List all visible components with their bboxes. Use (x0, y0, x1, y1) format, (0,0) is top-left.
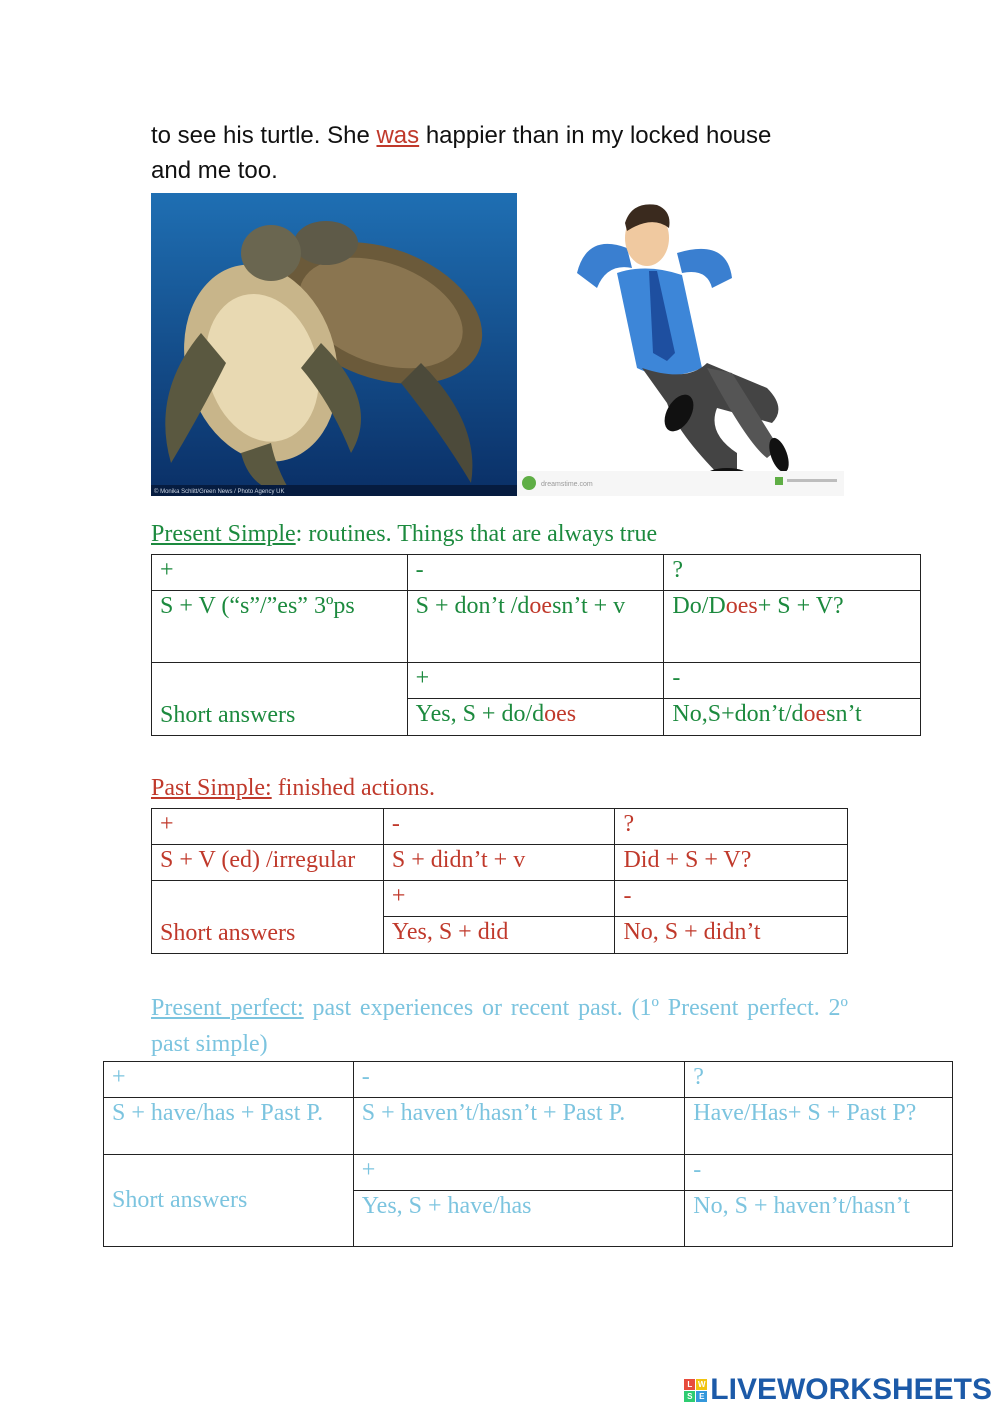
past-simple-title[interactable]: Past Simple: (151, 775, 272, 801)
question-part-red: oes (725, 593, 758, 619)
sa-minus: - (685, 1155, 953, 1191)
question-cell (664, 591, 921, 663)
sa-plus: + (407, 663, 664, 699)
image-credit: © Monika Schlitt/Green News / Photo Agency UK (154, 489, 285, 495)
table-row (104, 1098, 953, 1155)
present-perfect-title[interactable]: Present perfect: (151, 995, 304, 1021)
negative-cell: S + didn’t + v (383, 845, 615, 881)
highlighted-word[interactable]: was (376, 122, 420, 149)
liveworksheets-logo[interactable] (684, 1373, 992, 1407)
sa-plus: + (383, 881, 615, 917)
past-simple-table (151, 808, 848, 954)
table-row (104, 1062, 953, 1098)
short-answers-label: Short answers (152, 881, 384, 954)
sa-no-part-red: oe (803, 701, 827, 727)
table-row (152, 663, 921, 699)
negative-part: S + don’t /d (415, 593, 530, 619)
question-cell: Have/Has+ S + Past P? (685, 1098, 953, 1155)
question-part: + S + V? (757, 593, 844, 619)
sa-plus: + (353, 1155, 685, 1191)
sa-minus: - (664, 663, 921, 699)
table-row (152, 555, 921, 591)
sa-yes-cell: Yes, S + have/has (353, 1191, 685, 1247)
short-answers-label: Short answers (152, 663, 408, 736)
story-text (151, 118, 871, 188)
header-minus: - (383, 809, 615, 845)
logo-letter: E (696, 1391, 707, 1402)
turtles-illustration (151, 193, 517, 496)
present-simple-table (151, 554, 921, 736)
header-minus: - (407, 555, 664, 591)
relaxing-man-image (517, 193, 844, 496)
logo-mark-icon (684, 1379, 707, 1402)
sa-yes-part-red: oes (544, 701, 577, 727)
affirmative-a: S + V (“s”/”es” 3ºps (160, 593, 355, 619)
affirmative-cell: S + have/has + Past P. (104, 1098, 354, 1155)
present-perfect-table (103, 1061, 953, 1247)
story-text-part: happier than in my locked house (419, 122, 772, 149)
present-perfect-desc: past experiences or recent past. (1º Present perfect. 2º past simple) (151, 995, 848, 1057)
present-simple-desc: : routines. Things that are always true (295, 521, 658, 547)
negative-part: sn’t + v (552, 593, 626, 619)
sa-no-cell (664, 699, 921, 736)
story-text-part: to see his turtle. She (151, 122, 377, 149)
logo-letter: L (684, 1379, 695, 1390)
header-question: ? (685, 1062, 953, 1098)
header-question: ? (615, 809, 848, 845)
sa-no-part: sn’t (826, 701, 862, 727)
question-cell: Did + S + V? (615, 845, 848, 881)
header-plus: + (104, 1062, 354, 1098)
present-simple-title[interactable]: Present Simple (151, 521, 296, 547)
header-question: ? (664, 555, 921, 591)
sa-yes-cell (407, 699, 664, 736)
relaxing-man-illustration (517, 193, 844, 496)
short-answers-label: Short answers (104, 1155, 354, 1247)
past-simple-desc: finished actions. (271, 775, 435, 801)
table-row (152, 809, 848, 845)
question-part: Do/D (672, 593, 726, 619)
sa-no-cell: No, S + didn’t (615, 917, 848, 954)
present-simple-heading (151, 519, 657, 549)
story-line-2: and me too. (151, 157, 278, 184)
turtles-image (151, 193, 517, 496)
sa-yes-cell: Yes, S + did (383, 917, 615, 954)
sa-no-part: No,S+don’t/d (672, 701, 804, 727)
sa-minus: - (615, 881, 848, 917)
negative-cell: S + haven’t/hasn’t + Past P. (353, 1098, 685, 1155)
table-row (152, 591, 921, 663)
logo-letter: W (698, 1379, 706, 1389)
logo-letter: S (684, 1391, 695, 1402)
negative-cell (407, 591, 664, 663)
affirmative-cell: S + V (ed) /irregular (152, 845, 384, 881)
table-row (152, 845, 848, 881)
present-perfect-heading (151, 990, 848, 1062)
watermark-text: dreamstime.com (541, 481, 593, 488)
header-minus: - (353, 1062, 685, 1098)
sa-yes-part: Yes, S + do/d (415, 701, 545, 727)
affirmative-cell (152, 591, 408, 663)
negative-part-red: oe (529, 593, 553, 619)
story-line-1 (151, 118, 871, 153)
header-plus: + (152, 555, 408, 591)
table-row (104, 1155, 953, 1191)
logo-text: LIVEWORKSHEETS (710, 1373, 992, 1406)
sa-no-cell: No, S + haven’t/hasn’t (685, 1191, 953, 1247)
header-plus: + (152, 809, 384, 845)
table-row (152, 881, 848, 917)
past-simple-heading (151, 773, 435, 803)
